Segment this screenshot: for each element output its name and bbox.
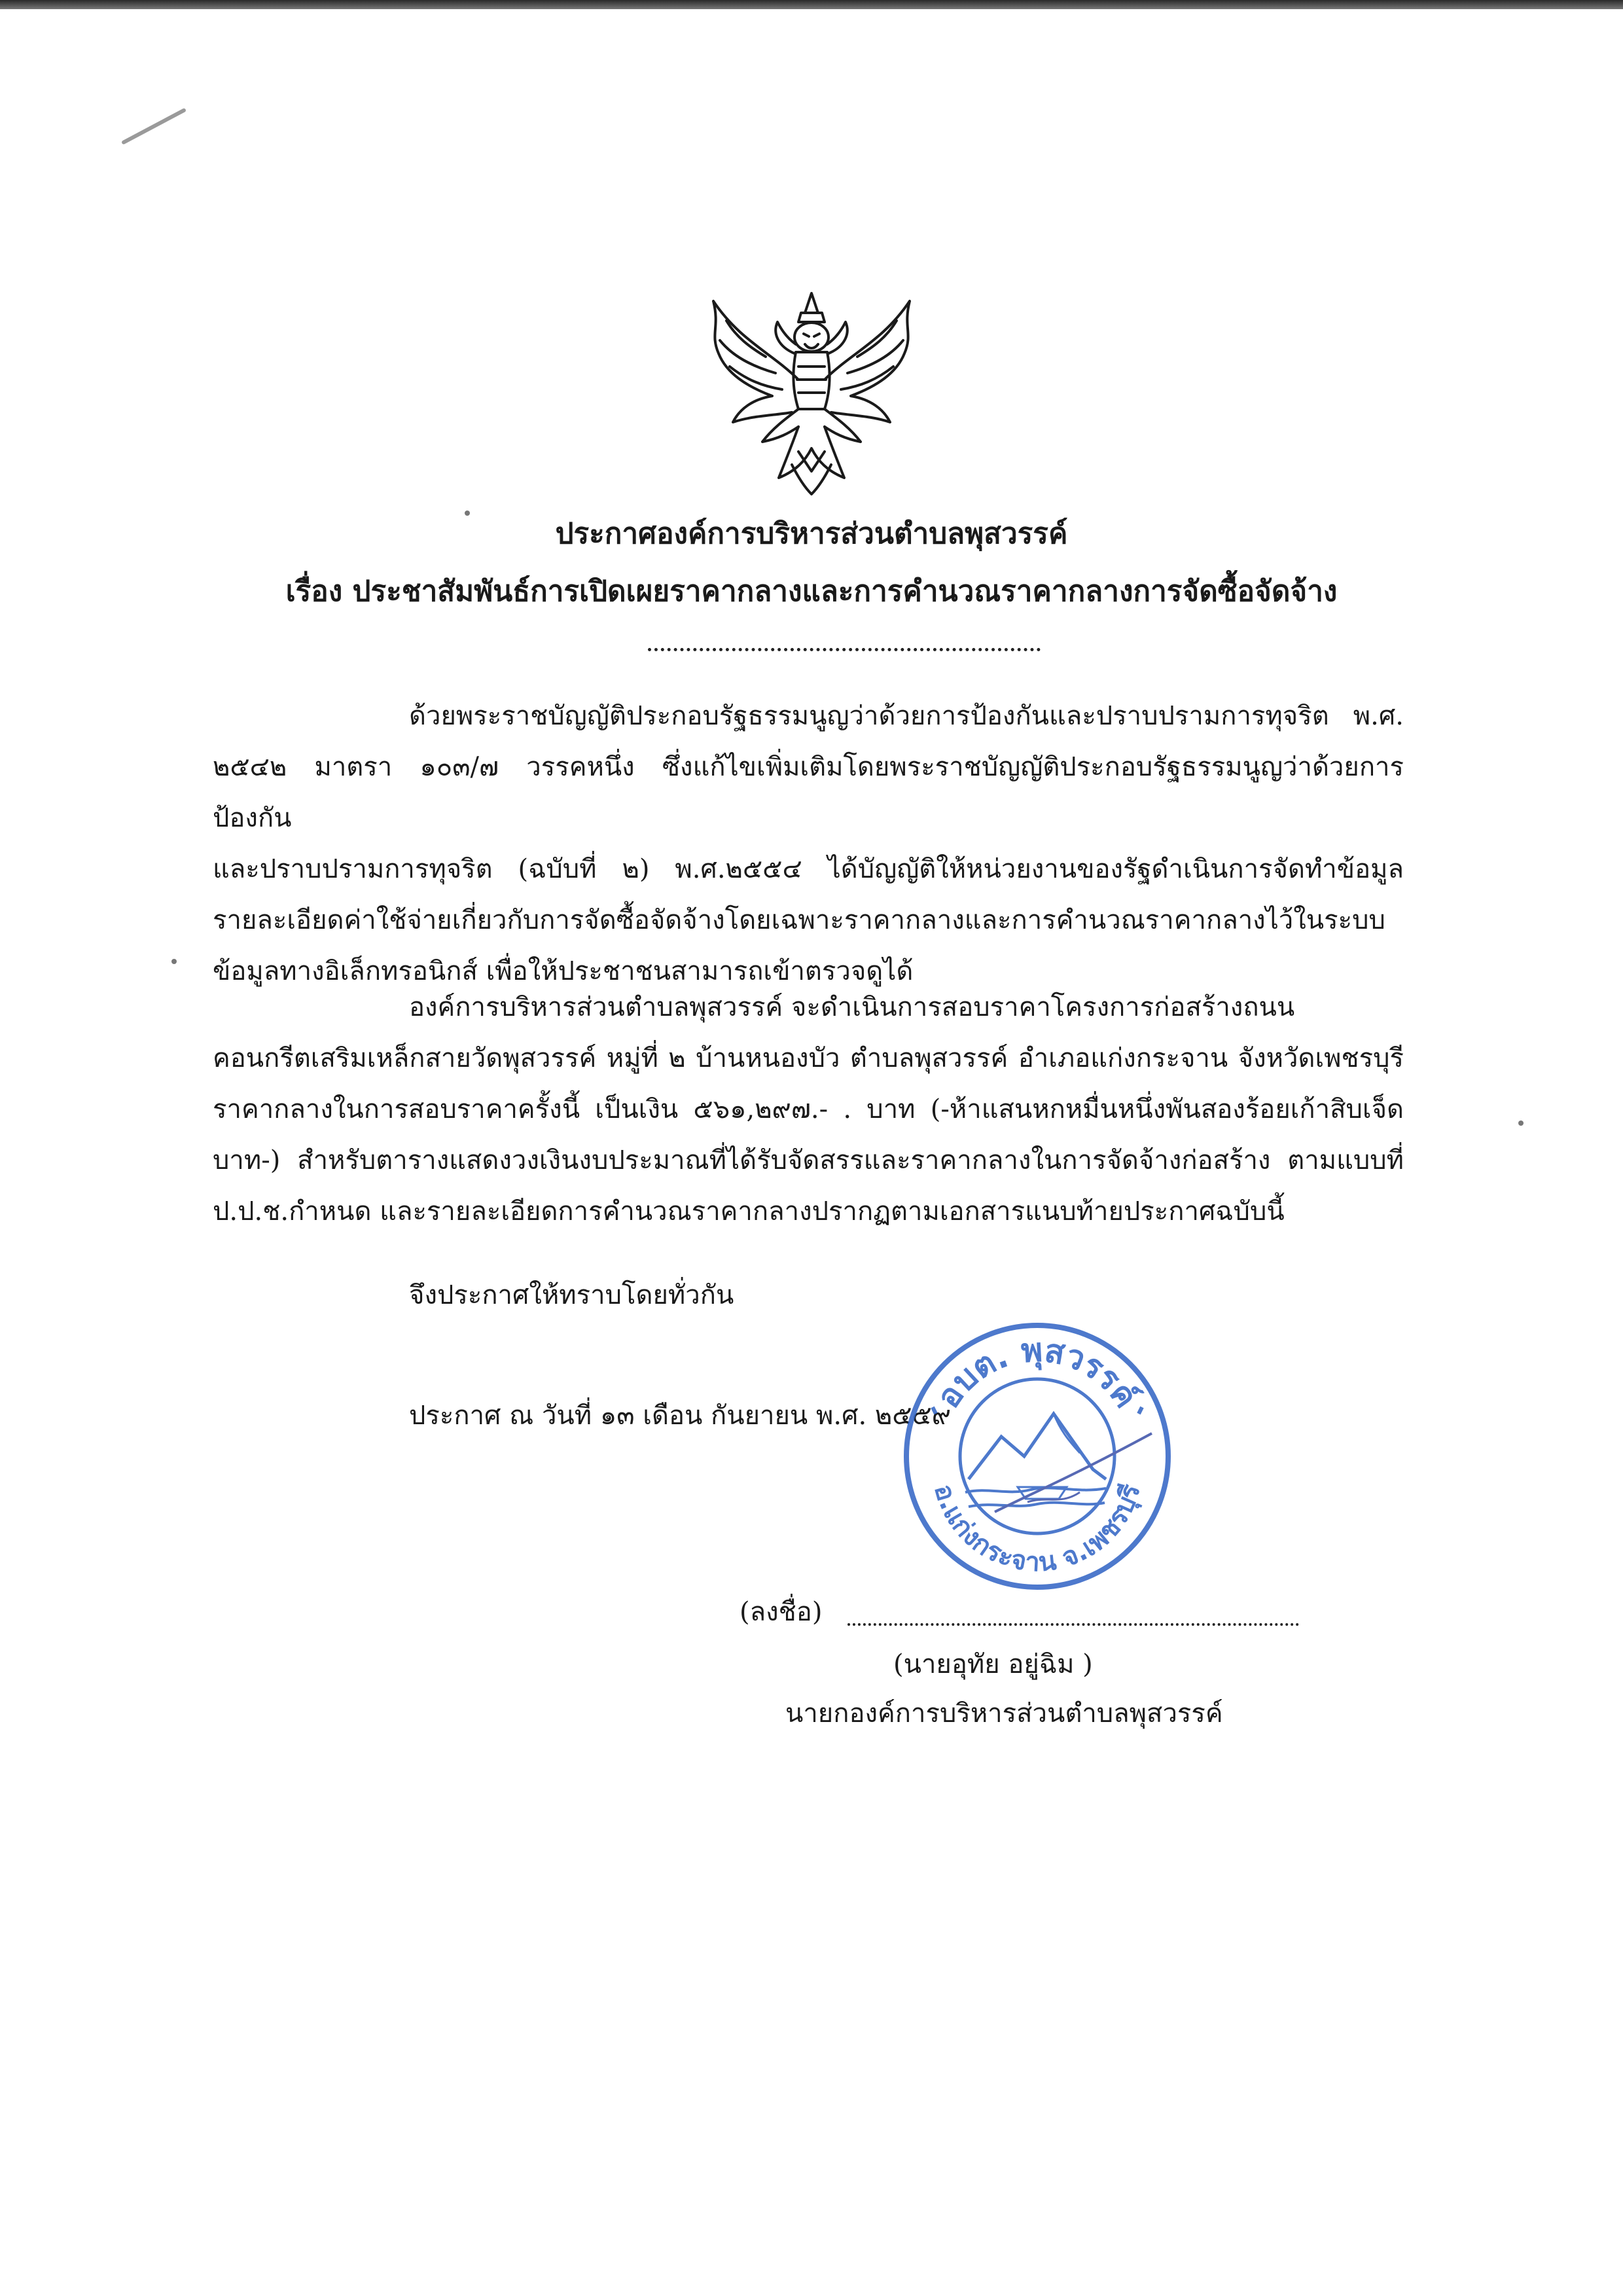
body-paragraph-3 [213, 1270, 1404, 1321]
paragraph-line: ราคากลางในการสอบราคาครั้งนี้ เป็นเงิน ๕๖๑,๒๙๗.- . บาท (-ห้าแสนหกหมื่นหนึ่งพันสองร้อยเก้าสิบเจ็ด [213, 1094, 1404, 1124]
scan-speck [465, 511, 470, 516]
body-paragraph-1 [213, 691, 1404, 997]
paragraph-line: รายละเอียดค่าใช้จ่ายเกี่ยวกับการจัดซื้อจัดจ้างโดยเฉพาะราคากลางและการคำนวณราคากลางไว้ในระบบ [213, 905, 1385, 935]
signer-position: นายกองค์การบริหารส่วนตำบลพุสวรรค์ [785, 1698, 1223, 1729]
title-dotted-divider [648, 648, 1041, 651]
scan-speck [171, 959, 177, 964]
seal-bottom-text: อ.แก่งกระจาน จ.เพชรบุรี [928, 1480, 1147, 1578]
paragraph-line: บาท-) สำหรับตารางแสดงวงเงินงบประมาณที่ได้รับจัดสรรและราคากลางในการจัดจ้างก่อสร้าง ตามแบบที่ [213, 1145, 1404, 1175]
paragraph-line: คอนกรีตเสริมเหล็กสายวัดพุสวรรค์ หมู่ที่ ๒ บ้านหนองบัว ตำบลพุสวรรค์ อำเภอแก่งกระจาน จังหวัดเพชรบุรี [213, 1043, 1404, 1073]
paragraph-line: ข้อมูลทางอิเล็กทรอนิกส์ เพื่อให้ประชาชนสามารถเข้าตรวจดูได้ [213, 956, 914, 986]
scan-top-edge [0, 0, 1623, 9]
paragraph-line: ด้วยพระราชบัญญัติประกอบรัฐธรรมนูญว่าด้วยการป้องกันและปราบปรามการทุจริต พ.ศ. [409, 701, 1404, 731]
announcement-title: ประกาศองค์การบริหารส่วนตำบลพุสวรรค์ [555, 517, 1068, 550]
official-seal-stamp [897, 1316, 1178, 1597]
paragraph-line: ป.ป.ช.กำหนด และรายละเอียดการคำนวณราคากลางปรากฏตามเอกสารแนบท้ายประกาศฉบับนี้ [213, 1196, 1285, 1227]
announcement-date: ประกาศ ณ วันที่ ๑๓ เดือน กันยายน พ.ศ. ๒๕๕๙ [409, 1401, 952, 1431]
body-paragraph-2 [213, 982, 1404, 1237]
svg-text:อบต. พุสวรรค์ [929, 1331, 1146, 1414]
paragraph-line: และปราบปรามการทุจริต (ฉบับที่ ๒) พ.ศ.๒๕๕๔ ได้บัญญัติให้หน่วยงานของรัฐดำเนินการจัดทำข้อมูล [213, 854, 1404, 884]
signer-name: (นายอุทัย อยู่ฉิม ) [893, 1649, 1093, 1679]
signature-label: (ลงชื่อ) [740, 1597, 823, 1627]
seal-top-text: อบต. พุสวรรค์ [929, 1331, 1146, 1415]
paragraph-line: จึงประกาศให้ทราบโดยทั่วกัน [409, 1280, 734, 1310]
announcement-subject: เรื่อง ประชาสัมพันธ์การเปิดเผยราคากลางและการคำนวณราคากลางการจัดซื้อจัดจ้าง [285, 575, 1338, 608]
signature-dotted-line [847, 1623, 1299, 1626]
paragraph-line: องค์การบริหารส่วนตำบลพุสวรรค์ จะดำเนินการสอบราคาโครงการก่อสร้างถนน [409, 992, 1295, 1022]
scan-scratch-mark [121, 108, 187, 145]
garuda-emblem-icon [700, 281, 923, 497]
scan-speck [1518, 1121, 1524, 1126]
paragraph-line: ๒๕๔๒ มาตรา ๑๐๓/๗ วรรคหนึ่ง ซึ่งแก้ไขเพิ่มเติมโดยพระราชบัญญัติประกอบรัฐธรรมนูญว่าด้วยการป้องกัน [213, 752, 1404, 833]
